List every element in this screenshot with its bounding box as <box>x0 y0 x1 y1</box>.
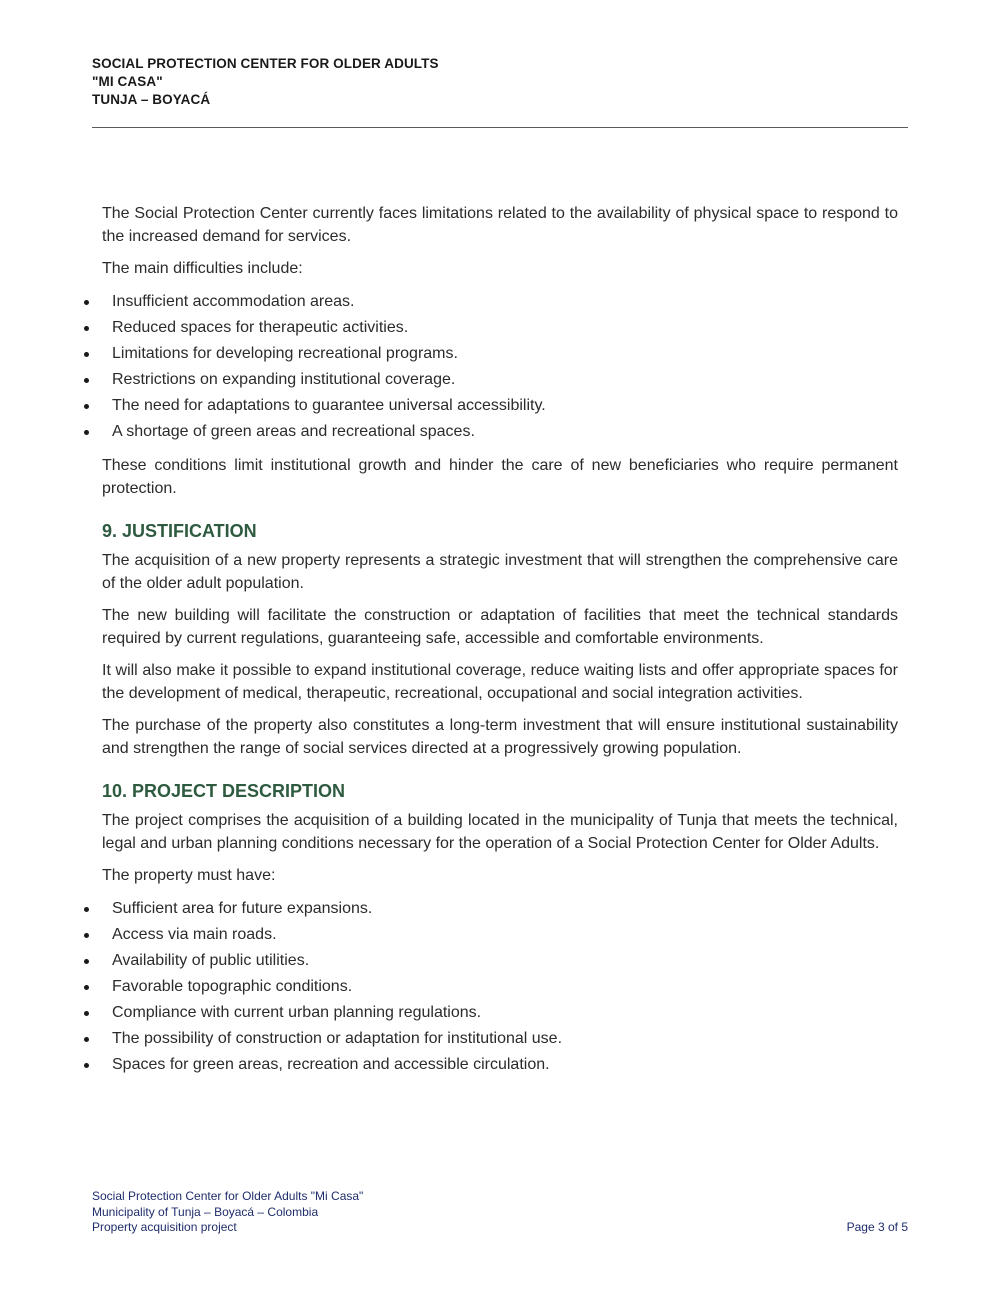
justification-paragraph: The new building will facilitate the construction or adaptation of facilities that meet the technical standards required by current regulations, guaranteeing safe, accessible and comfortable environments. <box>102 607 898 647</box>
bullet-icon <box>84 1063 89 1068</box>
difficulties-lead: The main difficulties include: <box>102 260 303 277</box>
list-item-text: Restrictions on expanding institutional coverage. <box>112 371 456 388</box>
bullet-icon <box>84 1037 89 1042</box>
property-requirements-lead: The property must have: <box>102 867 276 884</box>
list-item <box>84 315 898 341</box>
list-item <box>84 896 898 922</box>
list-item <box>84 393 898 419</box>
footer-location: Municipality of Tunja – Boyacá – Colombia <box>92 1204 319 1219</box>
bullet-icon <box>84 1011 89 1016</box>
bullet-icon <box>84 300 89 305</box>
header-location-line: TUNJA – BOYACÁ <box>92 92 211 107</box>
list-item-text: Sufficient area for future expansions. <box>112 900 373 917</box>
page-header <box>92 55 908 109</box>
bullet-icon <box>84 933 89 938</box>
header-subtitle-line: "MI CASA" <box>92 74 163 89</box>
list-item-text: Compliance with current urban planning regulations. <box>112 1004 482 1021</box>
header-title-line: SOCIAL PROTECTION CENTER FOR OLDER ADULTS <box>92 56 439 71</box>
intro-paragraph: The Social Protection Center currently faces limitations related to the availability of physical space to respond to the increased demand for services. <box>102 205 898 245</box>
list-item-text: Limitations for developing recreational programs. <box>112 345 458 362</box>
list-item-text: Reduced spaces for therapeutic activities. <box>112 319 409 336</box>
list-item <box>84 974 898 1000</box>
justification-paragraph: The acquisition of a new property represents a strategic investment that will strengthen the comprehensive care of the older adult population. <box>102 552 898 592</box>
section-title-project-description: 10. PROJECT DESCRIPTION <box>102 781 346 801</box>
page-number: Page 3 of 5 <box>846 1220 908 1234</box>
justification-paragraph: The purchase of the property also constitutes a long-term investment that will ensure institutional sustainability and strengthen the range of social services directed at a progressively growing population. <box>102 717 898 757</box>
list-item <box>84 341 898 367</box>
list-item-text: The possibility of construction or adaptation for institutional use. <box>112 1030 563 1047</box>
list-item-text: Insufficient accommodation areas. <box>112 293 355 310</box>
list-item <box>84 1052 898 1078</box>
list-item <box>84 922 898 948</box>
section-title-justification: 9. JUSTIFICATION <box>102 521 257 541</box>
bullet-icon <box>84 378 89 383</box>
header-divider <box>92 127 908 128</box>
document-body <box>102 202 898 1087</box>
list-item <box>84 419 898 445</box>
bullet-icon <box>84 959 89 964</box>
bullet-icon <box>84 430 89 435</box>
project-description-paragraph: The project comprises the acquisition of a building located in the municipality of Tunja that meets the technical, legal and urban planning conditions necessary for the operation of a Social Protection Center for Older Adults. <box>102 812 898 852</box>
list-item-text: Availability of public utilities. <box>112 952 310 969</box>
footer-project-name: Property acquisition project <box>92 1220 237 1234</box>
list-item-text: Spaces for green areas, recreation and accessible circulation. <box>112 1056 550 1073</box>
bullet-icon <box>84 907 89 912</box>
list-item <box>84 1026 898 1052</box>
bullet-icon <box>84 404 89 409</box>
justification-paragraph: It will also make it possible to expand institutional coverage, reduce waiting lists and offer appropriate spaces for the development of medical, therapeutic, recreational, occupational and social integration activities. <box>102 662 898 702</box>
list-item <box>84 948 898 974</box>
page-footer <box>92 1189 908 1236</box>
list-item <box>84 289 898 315</box>
property-requirements-list <box>84 896 898 1078</box>
footer-organization: Social Protection Center for Older Adults "Mi Casa" <box>92 1189 364 1203</box>
bullet-icon <box>84 352 89 357</box>
list-item-text: Access via main roads. <box>112 926 277 943</box>
bullet-icon <box>84 326 89 331</box>
list-item-text: Favorable topographic conditions. <box>112 978 353 995</box>
list-item <box>84 1000 898 1026</box>
conditions-paragraph: These conditions limit institutional growth and hinder the care of new beneficiaries who require permanent protection. <box>102 457 898 497</box>
difficulties-list <box>84 289 898 445</box>
list-item-text: A shortage of green areas and recreational spaces. <box>112 423 475 440</box>
list-item <box>84 367 898 393</box>
list-item-text: The need for adaptations to guarantee universal accessibility. <box>112 397 546 414</box>
bullet-icon <box>84 985 89 990</box>
